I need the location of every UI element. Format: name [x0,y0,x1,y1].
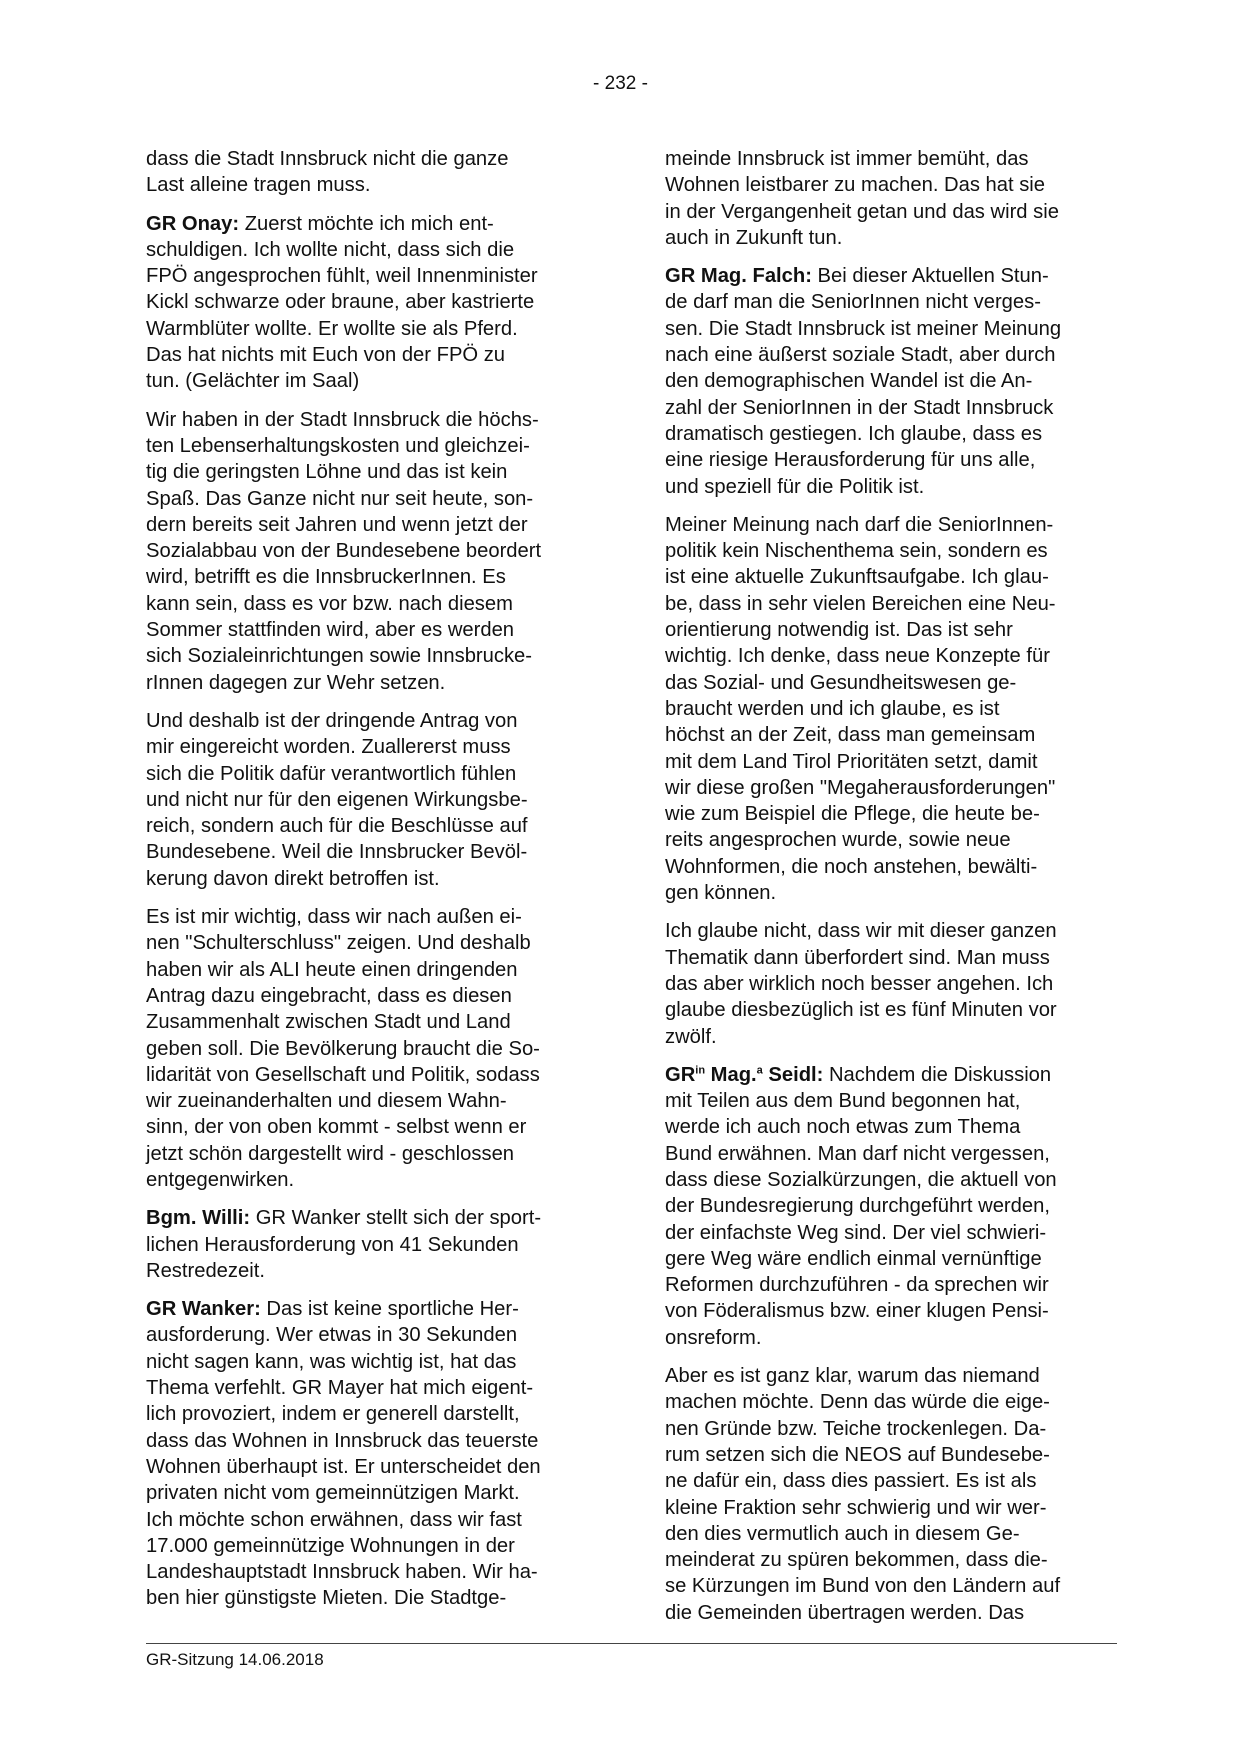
text-line: Meiner Meinung nach darf die SeniorInnen- [665,513,1054,536]
text-line: mit dem Land Tirol Prioritäten setzt, damit [665,750,1038,773]
speaker-name-text: Seidl: [762,1063,824,1086]
text-line: Warmblüter wollte. Er wollte sie als Pferd. [146,317,518,340]
text-line: glaube diesbezüglich ist es fünf Minuten vor [665,999,1057,1022]
text-line: Restredezeit. [146,1259,265,1282]
text-line: wichtig. Ich denke, dass neue Konzepte für [665,645,1050,668]
speaker-name-text: GR Wanker: [146,1298,261,1321]
speaker-name [665,1064,823,1086]
text-line: geben soll. Die Bevölkerung braucht die So- [146,1037,540,1060]
text-line: nen "Schulterschluss" zeigen. Und deshalb [146,932,531,955]
text-line: privaten nicht vom gemeinnützigen Markt. [146,1482,520,1505]
text-line: in der Vergangenheit getan und das wird sie [665,200,1059,223]
text-line: wir zueinanderhalten und diesem Wahn- [146,1090,507,1113]
text-line: tig die geringsten Löhne und das ist kein [146,461,508,484]
text-line: meinde Innsbruck ist immer bemüht, das [665,148,1029,170]
speaker-name [146,1298,261,1320]
text-line: FPÖ angesprochen fühlt, weil Innenminister [146,265,538,288]
text-line: ne dafür ein, dass dies passiert. Es ist als [665,1470,1037,1493]
paragraph [146,904,598,1193]
text-line: Thematik dann überfordert sind. Man muss [665,946,1050,969]
text-line: Zusammenhalt zwischen Stadt und Land [146,1011,511,1034]
text-line: Kickl schwarze oder braune, aber kastrierte [146,291,535,314]
text-line: Sommer stattfinden wird, aber es werden [146,619,515,642]
speaker-line-text: Nachdem die Diskussion [823,1063,1052,1086]
paragraph [665,1363,1117,1626]
text-line: eine riesige Herausforderung für uns alle, [665,449,1036,472]
speaker-name-text: Bgm. Willi: [146,1207,251,1230]
text-line: nach eine äußerst soziale Stadt, aber durch [665,344,1056,367]
paragraph [665,918,1117,1049]
speaker-name-text: GR [665,1063,696,1086]
text-line: Aber es ist ganz klar, warum das niemand [665,1365,1040,1388]
speaker-name [146,213,239,235]
paragraph [665,1062,1117,1351]
speaker-line-text: Zuerst möchte ich mich ent- [239,212,494,235]
text-line: entgegenwirken. [146,1168,295,1191]
speaker-name [665,265,812,287]
text-line: gen können. [665,882,777,905]
text-line: kann sein, dass es vor bzw. nach diesem [146,592,513,615]
text-line: orientierung notwendig ist. Das ist sehr [665,619,1013,642]
text-line: Antrag dazu eingebracht, dass es diesen [146,984,512,1007]
text-line: rInnen dagegen zur Wehr setzen. [146,671,446,694]
text-line: die Gemeinden übertragen werden. Das [665,1601,1025,1624]
text-line: dramatisch gestiegen. Ich glaube, dass es [665,422,1043,445]
speaker-line [146,1296,598,1322]
text-line: rum setzen sich die NEOS auf Bundesebe- [665,1443,1050,1466]
text-line: das Sozial- und Gesundheitswesen ge- [665,671,1017,694]
speaker-line [146,1205,598,1231]
text-line: Thema verfehlt. GR Mayer hat mich eigent- [146,1377,534,1400]
text-line: mir eingereicht worden. Zuallererst muss [146,736,511,759]
speaker-line-text: Bei dieser Aktuellen Stun- [811,265,1049,288]
paragraph [665,512,1117,906]
text-line: Ich möchte schon erwähnen, dass wir fast [146,1508,522,1531]
text-line: dass die Stadt Innsbruck nicht die ganze [146,148,509,170]
text-line: sinn, der von oben kommt - selbst wenn er [146,1116,527,1139]
speaker-line [665,1062,1117,1088]
text-line: sich Sozialeinrichtungen sowie Innsbrucke- [146,645,533,668]
text-line: Spaß. Das Ganze nicht nur seit heute, son- [146,487,534,510]
text-line: kleine Fraktion sehr schwierig und wir wer- [665,1496,1047,1519]
text-line: de darf man die SeniorInnen nicht verges- [665,291,1041,314]
text-line: se Kürzungen im Bund von den Ländern auf [665,1575,1061,1598]
text-line: und nicht nur für den eigenen Wirkungsbe- [146,788,528,811]
text-line: Ich glaube nicht, dass wir mit dieser ganzen [665,920,1057,943]
text-line: Wir haben in der Stadt Innsbruck die höchs- [146,408,539,431]
page-number: - 232 - [593,73,648,94]
speaker-superscript: a [756,1064,763,1077]
text-line: reits angesprochen wurde, sowie neue [665,829,1011,852]
text-line: Und deshalb ist der dringende Antrag von [146,709,518,732]
right-column [665,146,1117,1638]
paragraph [665,146,1117,251]
speaker-line-text: Das ist keine sportliche Her- [260,1298,519,1321]
text-line: höchst an der Zeit, dass man gemeinsam [665,724,1036,747]
text-line: zwölf. [665,1025,717,1048]
text-line: Landeshauptstadt Innsbruck haben. Wir ha- [146,1561,538,1584]
text-line: 17.000 gemeinnützige Wohnungen in der [146,1534,515,1557]
speaker-line [146,211,598,237]
left-column [146,146,598,1624]
text-line: den dies vermutlich auch in diesem Ge- [665,1522,1020,1545]
text-line: von Föderalismus bzw. einer klugen Pensi- [665,1300,1049,1323]
paragraph [146,146,598,199]
text-line: den demographischen Wandel ist die An- [665,370,1033,393]
text-line: auch in Zukunft tun. [665,226,843,249]
speaker-line-text: GR Wanker stellt sich der sport- [250,1207,542,1230]
paragraph [146,211,598,395]
text-line: nen Gründe bzw. Teiche trockenlegen. Da- [665,1417,1047,1440]
text-line: haben wir als ALI heute einen dringenden [146,958,518,981]
text-line: nicht sagen kann, was wichtig ist, hat das [146,1350,517,1373]
text-line: der Bundesregierung durchgeführt werden, [665,1195,1050,1218]
paragraph [146,1205,598,1284]
text-line: lichen Herausforderung von 41 Sekunden [146,1233,519,1256]
text-line: tun. (Gelächter im Saal) [146,370,360,393]
text-line: onsreform. [665,1326,762,1349]
text-line: politik kein Nischenthema sein, sondern es [665,540,1048,563]
text-line: kerung davon direkt betroffen ist. [146,867,440,890]
text-line: dern bereits seit Jahren und wenn jetzt der [146,513,528,536]
paragraph [146,407,598,696]
text-line: mit Teilen aus dem Bund begonnen hat, [665,1090,1021,1113]
text-line: Bundesebene. Weil die Innsbrucker Bevöl- [146,841,528,864]
text-line: reich, sondern auch für die Beschlüsse auf [146,815,528,838]
text-line: Sozialabbau von der Bundesebene beordert [146,540,542,563]
speaker-name-text: Mag. [705,1063,757,1086]
speaker-line [665,263,1117,289]
text-line: werde ich auch noch etwas zum Thema [665,1116,1021,1139]
text-line: wird, betrifft es die InnsbruckerInnen. Es [146,566,506,589]
text-line: sich die Politik dafür verantwortlich fühlen [146,762,517,785]
text-line: der einfachste Weg sind. Der viel schwieri- [665,1221,1047,1244]
text-line: wie zum Beispiel die Pflege, die heute be- [665,803,1040,826]
text-line: Wohnformen, die noch anstehen, bewälti- [665,855,1038,878]
text-line: meinderat zu spüren bekommen, dass die- [665,1549,1048,1572]
text-line: Es ist mir wichtig, dass wir nach außen ei- [146,906,522,929]
text-line: ist eine aktuelle Zukunftsaufgabe. Ich glau- [665,566,1049,589]
text-line: be, dass in sehr vielen Bereichen eine Neu- [665,592,1056,615]
footer-session-date: GR-Sitzung 14.06.2018 [146,1650,324,1669]
text-line: Wohnen leistbarer zu machen. Das hat sie [665,174,1046,197]
text-line: machen möchte. Denn das würde die eige- [665,1391,1050,1414]
speaker-name-text: GR Mag. Falch: [665,265,812,288]
text-line: lich provoziert, indem er generell darstellt, [146,1403,520,1426]
text-line: dass diese Sozialkürzungen, die aktuell von [665,1168,1057,1191]
text-line: wir diese großen "Megaherausforderungen" [665,776,1056,799]
text-line: und speziell für die Politik ist. [665,475,925,498]
text-line: ben hier günstigste Mieten. Die Stadtge- [146,1587,507,1610]
text-line: jetzt schön dargestellt wird - geschlossen [146,1142,515,1165]
paragraph [146,708,598,892]
text-line: ten Lebenserhaltungskosten und gleichzei- [146,434,530,457]
text-line: lidarität von Gesellschaft und Politik, sodass [146,1063,540,1086]
text-line: schuldigen. Ich wollte nicht, dass sich die [146,238,515,261]
text-line: Last alleine tragen muss. [146,174,371,197]
text-line: gere Weg wäre endlich einmal vernünftige [665,1247,1042,1270]
speaker-name-text: GR Onay: [146,212,240,235]
text-line: Wohnen überhaupt ist. Er unterscheidet den [146,1455,541,1478]
text-line: dass das Wohnen in Innsbruck das teuerste [146,1429,539,1452]
speaker-name [146,1207,250,1229]
text-line: sen. Die Stadt Innsbruck ist meiner Meinung [665,317,1062,340]
text-line: Das hat nichts mit Euch von der FPÖ zu [146,344,506,367]
text-line: ausforderung. Wer etwas in 30 Sekunden [146,1324,518,1347]
paragraph [146,1296,598,1612]
speaker-superscript: in [695,1064,706,1077]
text-line: zahl der SeniorInnen in der Stadt Innsbruck [665,396,1054,419]
paragraph [665,263,1117,500]
text-line: braucht werden und ich glaube, es ist [665,697,1000,720]
text-line: das aber wirklich noch besser angehen. Ich [665,972,1054,995]
text-line: Reformen durchzuführen - da sprechen wir [665,1274,1049,1297]
text-line: Bund erwähnen. Man darf nicht vergessen, [665,1142,1050,1165]
footer-divider [146,1643,1117,1644]
